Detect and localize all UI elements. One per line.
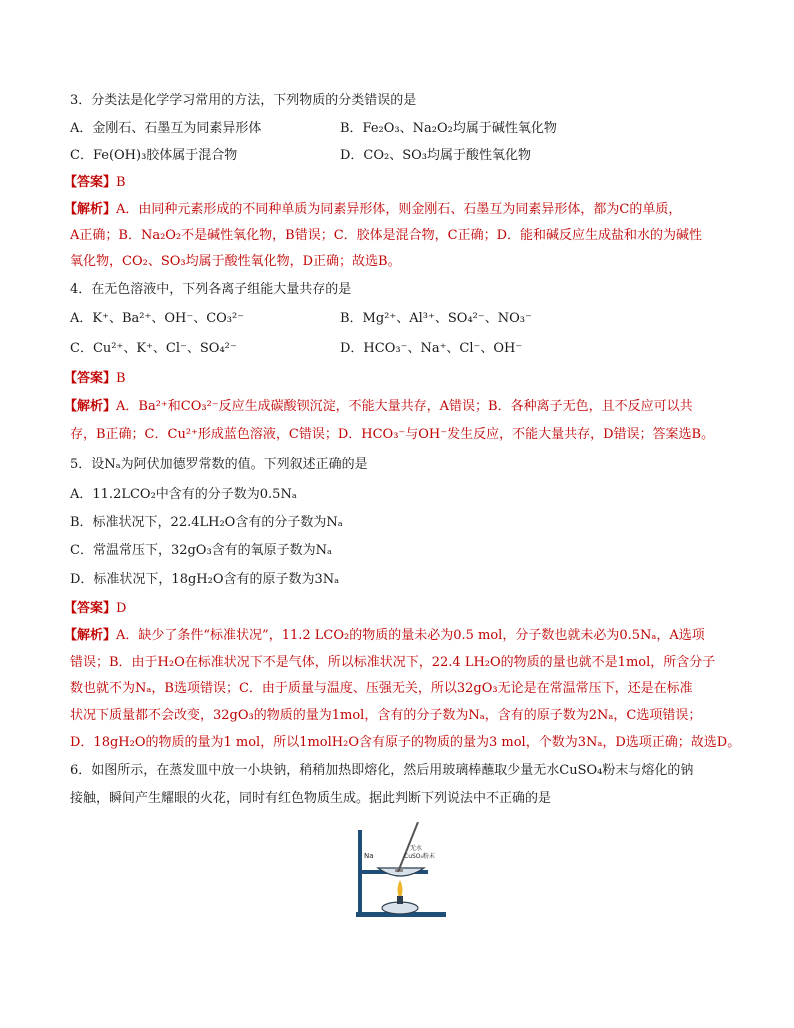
apparatus-figure [340, 822, 450, 922]
q5-analysis-4: 状况下质量都不会改变，32gO₃的物质的量为1mol，含有的分子数为Nₐ，含有的原子数为2Nₐ，C选项错误； [70, 708, 702, 723]
q5-option-b: B．标准状况下，22.4LH₂O含有的分子数为Nₐ [70, 515, 343, 530]
q4-analysis-2: 存，B正确；C．Cu²⁺形成蓝色溶液，C错误；D．HCO₃⁻与OH⁻发生反应，不能大量共存，D错误；答案选B。 [70, 427, 715, 442]
q4-stem: 4．在无色溶液中，下列各离子组能大量共存的是 [70, 282, 352, 297]
q5-analysis-1: 【解析】A．缺少了条件“标准状况”，11.2 LCO₂的物质的量未必为0.5 mol，分子数也就未必为0.5Nₐ，A选项 [64, 628, 705, 643]
apparatus-drawing [340, 822, 450, 922]
q3-option-d: D．CO₂、SO₃均属于酸性氧化物 [340, 148, 532, 163]
q5-analysis-5: D．18gH₂O的物质的量为1 mol，所以1molH₂O含有原子的物质的量为3 mol，个数为3Nₐ，D选项正确；故选D。 [70, 735, 741, 750]
q3-option-c: C．Fe(OH)₃胶体属于混合物 [70, 148, 238, 163]
q5-option-a: A．11.2LCO₂中含有的分子数为0.5Nₐ [70, 487, 297, 502]
q6-stem-1: 6．如图所示，在蒸发皿中放一小块钠，稍稍加热即熔化，然后用玻璃棒蘸取少量无水CuSO₄粉末与熔化的钠 [70, 763, 694, 778]
q3-option-b: B．Fe₂O₃、Na₂O₂均属于碱性氧化物 [340, 121, 557, 136]
q4-option-a: A．K⁺、Ba²⁺、OH⁻、CO₃²⁻ [70, 311, 245, 326]
q3-analysis-3: 氧化物，CO₂、SO₃均属于酸性氧化物，D正确；故选B。 [70, 254, 401, 269]
q4-option-c: C．Cu²⁺、K⁺、Cl⁻、SO₄²⁻ [70, 341, 237, 356]
q4-analysis-1: 【解析】A．Ba²⁺和CO₃²⁻反应生成碳酸钡沉淀，不能大量共存，A错误；B．各种离子无色，且不反应可以共 [64, 399, 693, 414]
q3-option-a: A．金刚石、石墨互为同素异形体 [70, 121, 262, 136]
q5-option-d: D．标准状况下，18gH₂O含有的原子数为3Nₐ [70, 572, 340, 587]
q5-option-c: C．常温常压下，32gO₃含有的氧原子数为Nₐ [70, 543, 333, 558]
label-powder-2: CuSO₄粉末 [404, 853, 435, 860]
q3-answer: 【答案】B [64, 175, 126, 190]
q3-analysis-2: A正确；B．Na₂O₂不是碱性氧化物，B错误；C．胶体是混合物，C正确；D．能和碱反应生成盐和水的为碱性 [70, 228, 703, 243]
q5-stem: 5．设Nₐ为阿伏加德罗常数的值。下列叙述正确的是 [70, 457, 368, 472]
label-na: Na [364, 852, 374, 860]
q4-answer: 【答案】B [64, 371, 126, 386]
q5-answer: 【答案】D [64, 601, 127, 616]
q5-analysis-3: 数也就不为Nₐ，B选项错误；C．由于质量与温度、压强无关，所以32gO₃无论是在常温常压下，还是在标准 [70, 681, 693, 696]
lamp-wick-holder [397, 896, 403, 904]
q4-option-b: B．Mg²⁺、Al³⁺、SO₄²⁻、NO₃⁻ [340, 311, 532, 326]
q4-option-d: D．HCO₃⁻、Na⁺、Cl⁻、OH⁻ [340, 341, 523, 356]
q3-stem: 3．分类法是化学学习常用的方法，下列物质的分类错误的是 [70, 93, 417, 108]
label-powder-1: 无水 [410, 845, 423, 852]
q3-analysis-1: 【解析】A．由同种元素形成的不同种单质为同素异形体，则金刚石、石墨互为同素异形体，都为C的单质， [64, 202, 682, 217]
q5-analysis-2: 错误；B．由于H₂O在标准状况下不是气体，所以标准状况下，22.4 LH₂O的物质的量也就不是1mol，所含分子 [70, 655, 716, 670]
q6-stem-2: 接触，瞬间产生耀眼的火花，同时有红色物质生成。据此判断下列说法中不正确的是 [70, 791, 552, 806]
